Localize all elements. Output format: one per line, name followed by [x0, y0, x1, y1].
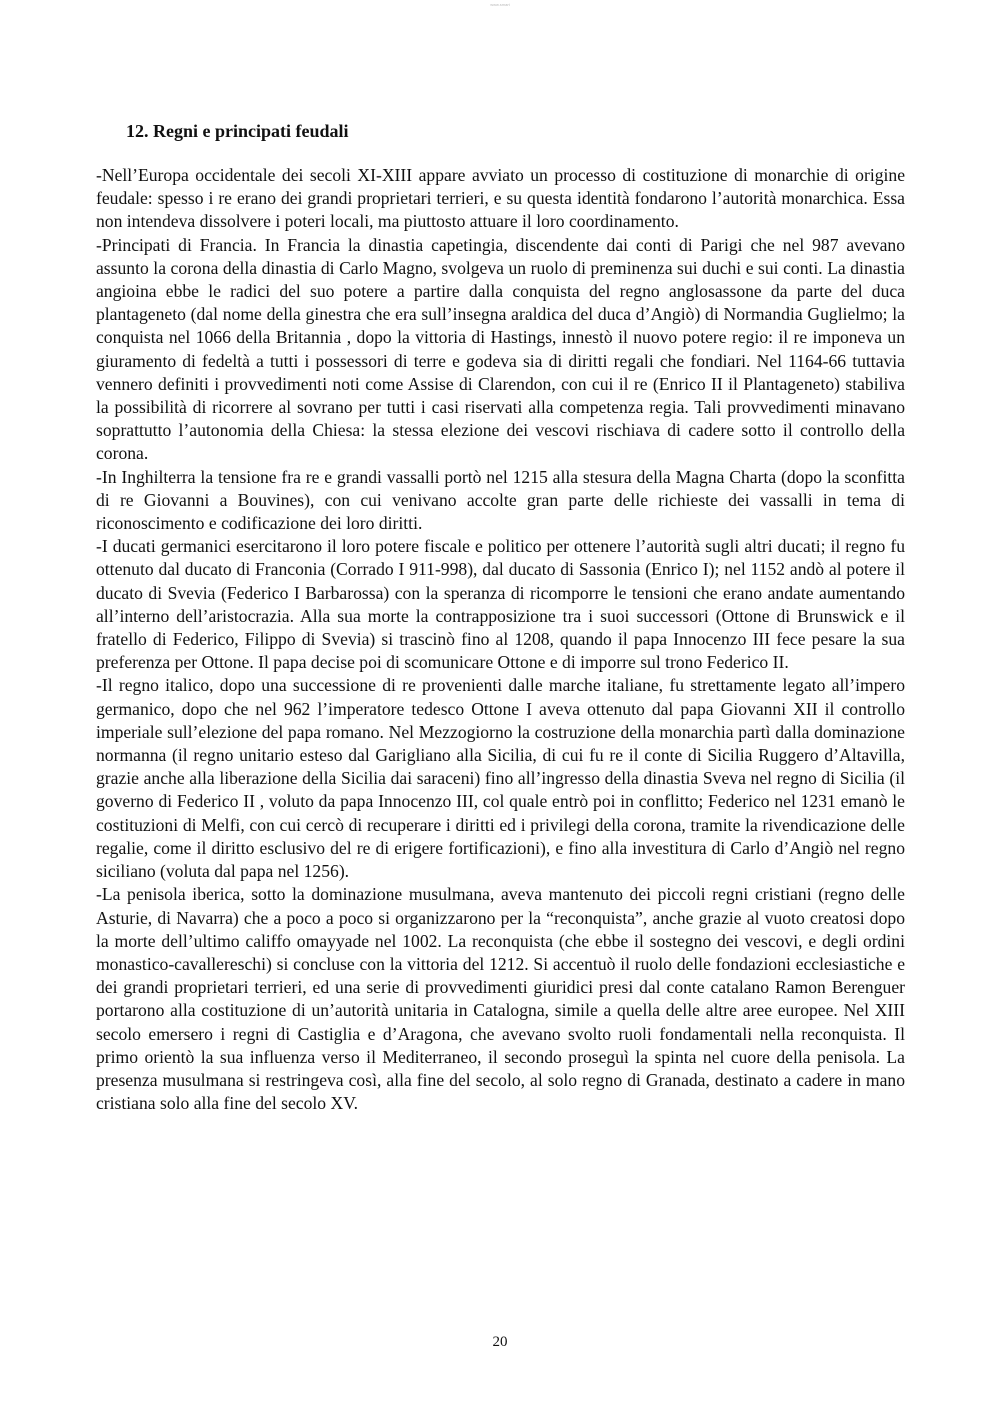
paragraph-intro: -Nell’Europa occidentale dei secoli XI-XIII appare avviato un processo di costituzione di monarchie di origine feudale: spesso i re erano dei grandi proprietari terrieri, e su questa identità fondarono l’autorità monarchica. Essa non intendeva dissolvere i poteri locali, ma piuttosto attuare il loro coordinamento. — [96, 165, 905, 232]
paragraph-ducati-germanici: -I ducati germanici esercitarono il loro potere fiscale e politico per ottenere l’autorità sugli altri ducati; il regno fu ottenuto dal ducato di Franconia (Corrado I 911-998), dal ducato di Sassonia (Enrico I); nel 1152 andò al potere il ducato di Svevia (Federico I Barbarossa) con la speranza di ricomporre le tensioni che erano andate aumentando all’interno dell’aristocrazia. Alla sua morte la contrapposizione tra i suoi successori (Ottone di Brunswick e il fratello di Federico, Filippo di Svevia) si trascinò fino al 1208, quando il papa Innocenzo III fece pesare la sua preferenza per Ottone. Il papa decise poi di scomunicare Ottone e di imporre sul trono Federico II. — [96, 536, 905, 673]
header-mark: www.smart — [490, 2, 510, 7]
paragraph-inghilterra: -In Inghilterra la tensione fra re e grandi vassalli portò nel 1215 alla stesura della Magna Charta (dopo la sconfitta di re Giovanni a Bouvines), con cui venivano accolte gran parte delle richieste dei vassalli in tema di riconoscimento e codificazione dei loro diritti. — [96, 466, 905, 534]
paragraph-penisola-iberica: -La penisola iberica, sotto la dominazione musulmana, aveva mantenuto dei piccoli regni cristiani (regno delle Asturie, di Navarra) che a poco a poco si organizzarono per la “reconquista”, anche grazie al vuoto creatosi dopo la morte dell’ultimo califfo omayyade nel 1002. La reconquista (che ebbe il sostegno dei vescovi, e degli ordini monastico-cavallereschi) si concluse con la vittoria del 1212. Si accentuò il ruolo delle fondazioni ecclesiastiche e dei grandi proprietari terrieri, ed una serie di provvedimenti giuridici presi dal conte catalano Ramon Berenguer portarono alla costituzione di un’autorità unitaria in Catalogna, simile a quella delle altre aree europee. Nel XIII secolo emersero i regni di Castiglia e d’Aragona, che avevano svolto ruoli fondamentali nella reconquista. Il primo orientò la sua influenza verso il Mediterraneo, il secondo proseguì la spinta nel cuore della penisola. La presenza musulmana si restringeva così, alla fine del secolo, al solo regno di Granada, destinato a cadere in mano cristiana solo alla fine del secolo XV. — [96, 884, 905, 1114]
paragraph-francia: -Principati di Francia. In Francia la dinastia capetingia, discendente dai conti di Parigi che nel 987 avevano assunto la corona della dinastia di Carlo Magno, svolgeva un ruolo di preminenza sui duchi e sui conti. La dinastia angioina ebbe le radici del suo potere a partire dalla conquista del regno anglosassone da parte del duca plantageneto (dal nome della ginestra che era sull’insegna araldica del duca d’Angiò) di Normandia Guglielmo; la conquista nel 1066 della Britannia , dopo la vittoria di Hastings, innestò il nuovo potere regio: il re imponeva un giuramento di fedeltà a tutti i possessori di terre e godeva sia di diritti regali che fondiari. Nel 1164-66 tuttavia vennero definiti i provvedimenti noti come Assise di Clarendon, con cui il re (Enrico II il Plantageneto) stabiliva la possibilità di ricorrere al sovrano per tutti i casi riservati alla competenza regia. Tali provvedimenti minavano soprattutto l’autonomia della Chiesa: la stessa elezione dei vescovi rischiava di cadere sotto il controllo della corona. — [96, 234, 905, 464]
body-text — [96, 164, 905, 1115]
paragraph-regno-italico: -Il regno italico, dopo una successione di re provenienti dalle marche italiane, fu strettamente legato all’impero germanico, dopo che nel 962 l’imperatore tedesco Ottone I aveva ottenuto dal papa Giovanni XII il controllo imperiale sull’elezione del papa romano. Nel Mezzogiorno la costruzione della monarchia partì dalla dominazione normanna (il regno unitario esteso dal Garigliano alla Sicilia, di cui fu re il conte di Sicilia Ruggero d’Altavilla, grazie anche alla liberazione della Sicilia dai saraceni) fino all’ingresso della dinastia Sveva nel regno di Sicilia (il governo di Federico II , voluto da papa Innocenzo III, col quale entrò poi in conflitto; Federico nel 1231 emanò le costituzioni di Melfi, con cui cercò di recuperare i diritti ed i privilegi della corona, tramite la rivendicazione delle regalie, come il diritto esclusivo del re di erigere fortificazioni), e fino alla investitura di Carlo d’Angiò nel regno siciliano (voluta dal papa nel 1256). — [96, 675, 905, 882]
page-number: 20 — [492, 1334, 508, 1350]
section-title: 12. Regni e principati feudali — [126, 121, 349, 141]
